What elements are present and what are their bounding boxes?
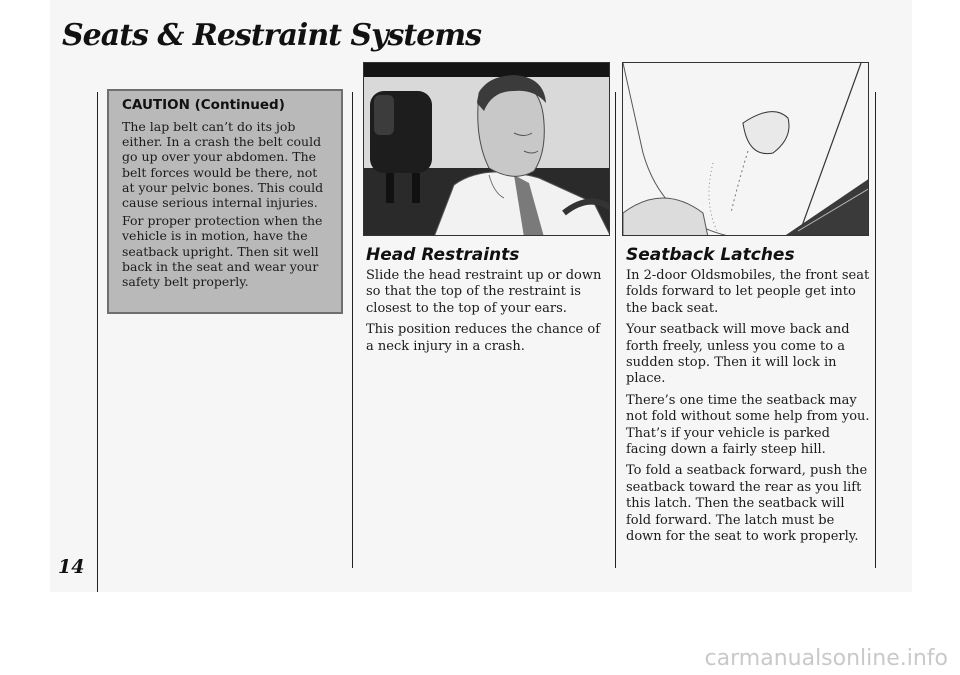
body-paragraph: Your seatback will move back and forth freely, unless you come to a sudden stop. Then it will lock in place. xyxy=(626,322,850,387)
body-paragraph: This position reduces the chance of a neck injury in a crash. xyxy=(366,322,601,354)
page-number: 14 xyxy=(58,556,85,578)
caution-heading: CAUTION (Continued) xyxy=(122,97,285,113)
head-restraints-heading: Head Restraints xyxy=(366,245,520,265)
head-restraint-illustration xyxy=(363,62,610,236)
seatback-latches-body xyxy=(626,268,870,551)
driver-with-head-restraint-drawing xyxy=(364,63,610,236)
watermark: carmanualsonline.info xyxy=(704,646,948,671)
head-restraints-body xyxy=(366,268,606,360)
caution-box xyxy=(107,89,343,314)
seatback-latches-heading: Seatback Latches xyxy=(626,245,795,265)
body-paragraph: There’s one time the seatback may not fold without some help from you. That’s if your vehicle is parked facing down a fairly steep hill. xyxy=(626,392,870,458)
caution-paragraph: For proper protection when the vehicle is in motion, have the seatback upright. Then sit well back in the seat and wear your safety belt properly. xyxy=(122,213,323,290)
column-divider-1 xyxy=(352,92,353,568)
body-paragraph: Slide the head restraint up or down so that the top of the restraint is closest to the top of your ears. xyxy=(366,268,602,316)
column-divider-2 xyxy=(615,92,616,568)
page-title: Seats & Restraint Systems xyxy=(62,18,481,53)
body-paragraph: In 2-door Oldsmobiles, the front seat folds forward to let people get into the back seat. xyxy=(626,268,870,316)
left-margin-rule xyxy=(97,92,98,592)
seatback-latch-drawing xyxy=(623,63,869,236)
seatback-latch-illustration xyxy=(622,62,869,236)
caution-paragraph: The lap belt can’t do its job either. In a crash the belt could go up over your abdomen. The belt forces would be there, not at your pelvic bones. This could cause serious internal injuries. xyxy=(122,119,324,211)
body-paragraph: To fold a seatback forward, push the seatback toward the rear as you lift this latch. Then the seatback will fold forward. The latch must be down for the seat to work properly. xyxy=(626,463,868,545)
right-margin-rule xyxy=(875,92,876,568)
